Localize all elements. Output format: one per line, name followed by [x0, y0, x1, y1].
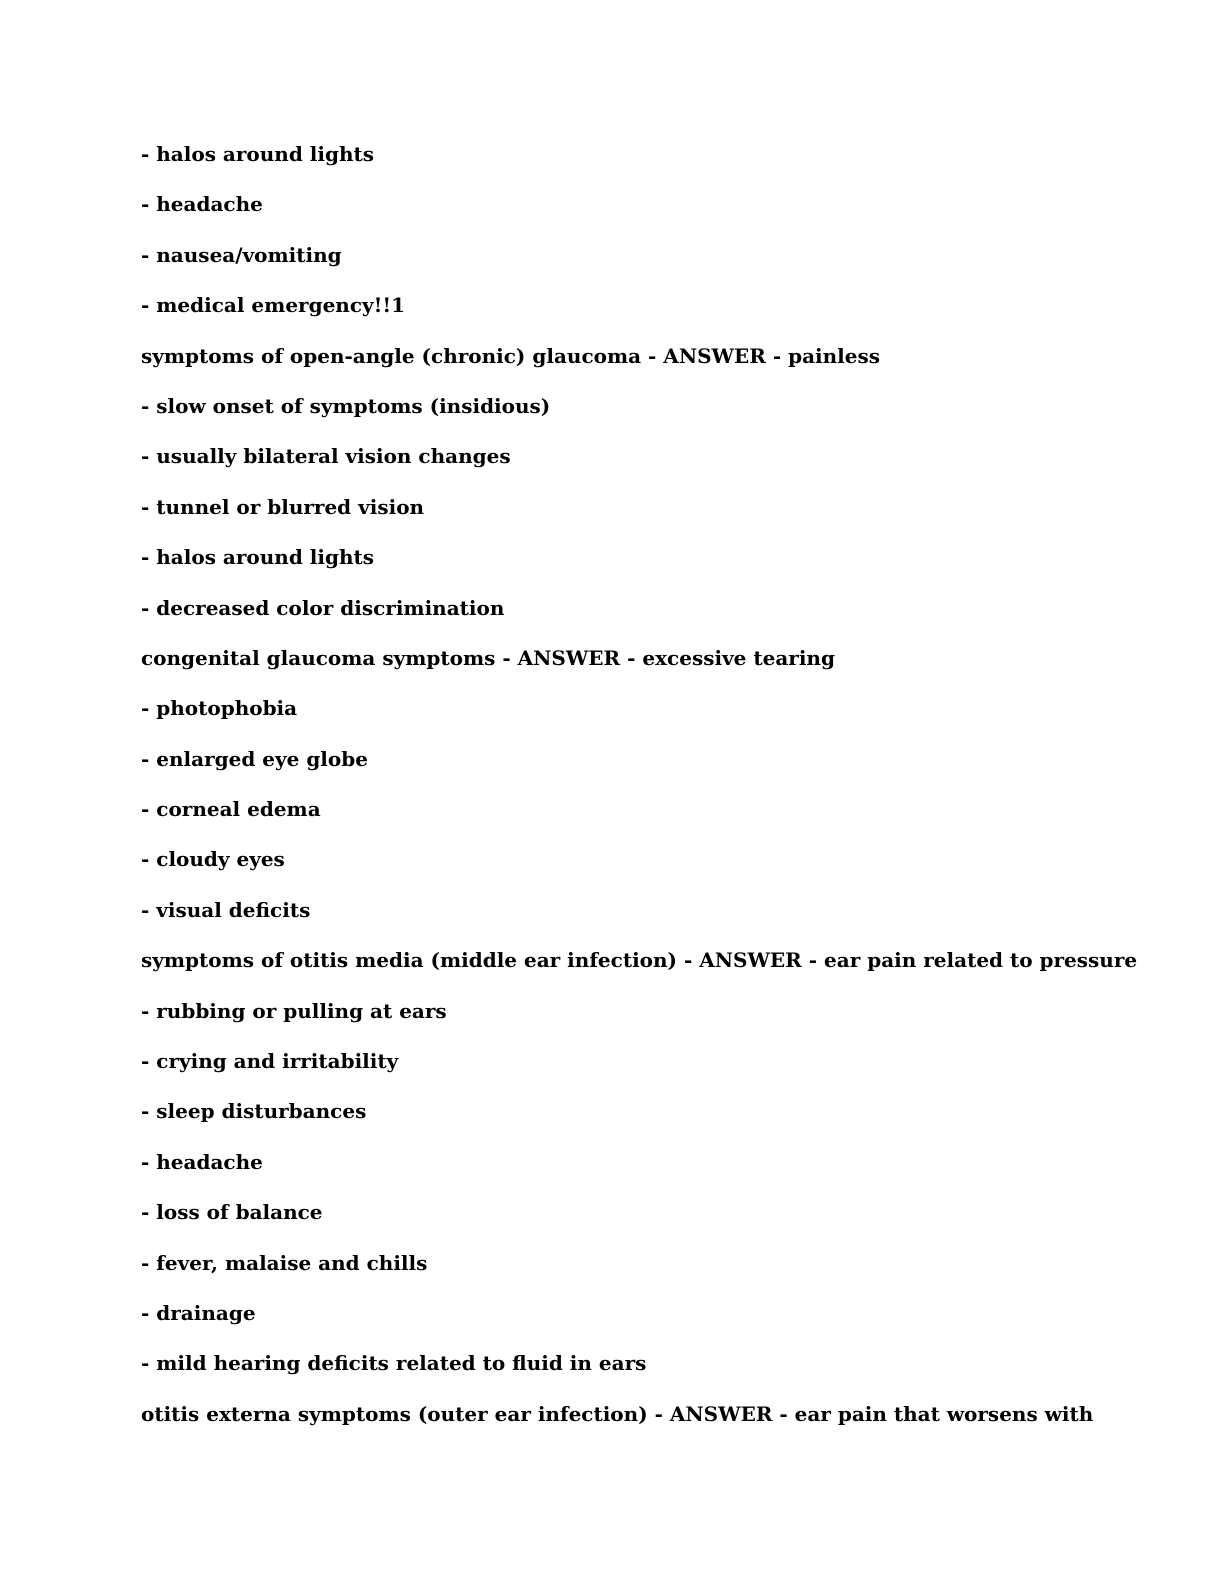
question-line: otitis externa symptoms (outer ear infection) - ANSWER - ear pain that worsens with [141, 1401, 1094, 1426]
text-line: - headache [141, 192, 263, 217]
text-line: - drainage [141, 1300, 256, 1325]
text-lines [141, 139, 1141, 1449]
text-line: - halos around lights [141, 545, 375, 570]
text-line: - medical emergency!!1 [141, 293, 406, 318]
text-line: - usually bilateral vision changes [141, 444, 511, 469]
text-line: - photophobia [141, 696, 298, 721]
text-line: - halos around lights [141, 142, 375, 166]
text-line: - cloudy eyes [141, 847, 285, 872]
text-line: - headache [141, 1149, 263, 1174]
question-line: symptoms of otitis media (middle ear infection) - ANSWER - ear pain related to pressure [141, 948, 1138, 973]
text-line: - slow onset of symptoms (insidious) [141, 393, 551, 418]
text-line: - mild hearing deficits related to fluid in ears [141, 1351, 647, 1376]
text-line: - nausea/vomiting [141, 242, 342, 267]
text-line: - rubbing or pulling at ears [141, 998, 447, 1023]
text-line: - enlarged eye globe [141, 746, 368, 771]
text-line: - visual deficits [141, 897, 311, 922]
text-line: - crying and irritability [141, 1049, 399, 1074]
text-line: - sleep disturbances [141, 1099, 367, 1124]
question-line: symptoms of open-angle (chronic) glaucoma - ANSWER - painless [141, 343, 881, 368]
question-line: congenital glaucoma symptoms - ANSWER - excessive tearing [141, 645, 835, 670]
text-line: - corneal edema [141, 797, 321, 822]
text-line: - fever, malaise and chills [141, 1250, 428, 1275]
text-line: - tunnel or blurred vision [141, 494, 425, 519]
text-line: - decreased color discrimination [141, 595, 505, 620]
text-line: - loss of balance [141, 1200, 323, 1225]
